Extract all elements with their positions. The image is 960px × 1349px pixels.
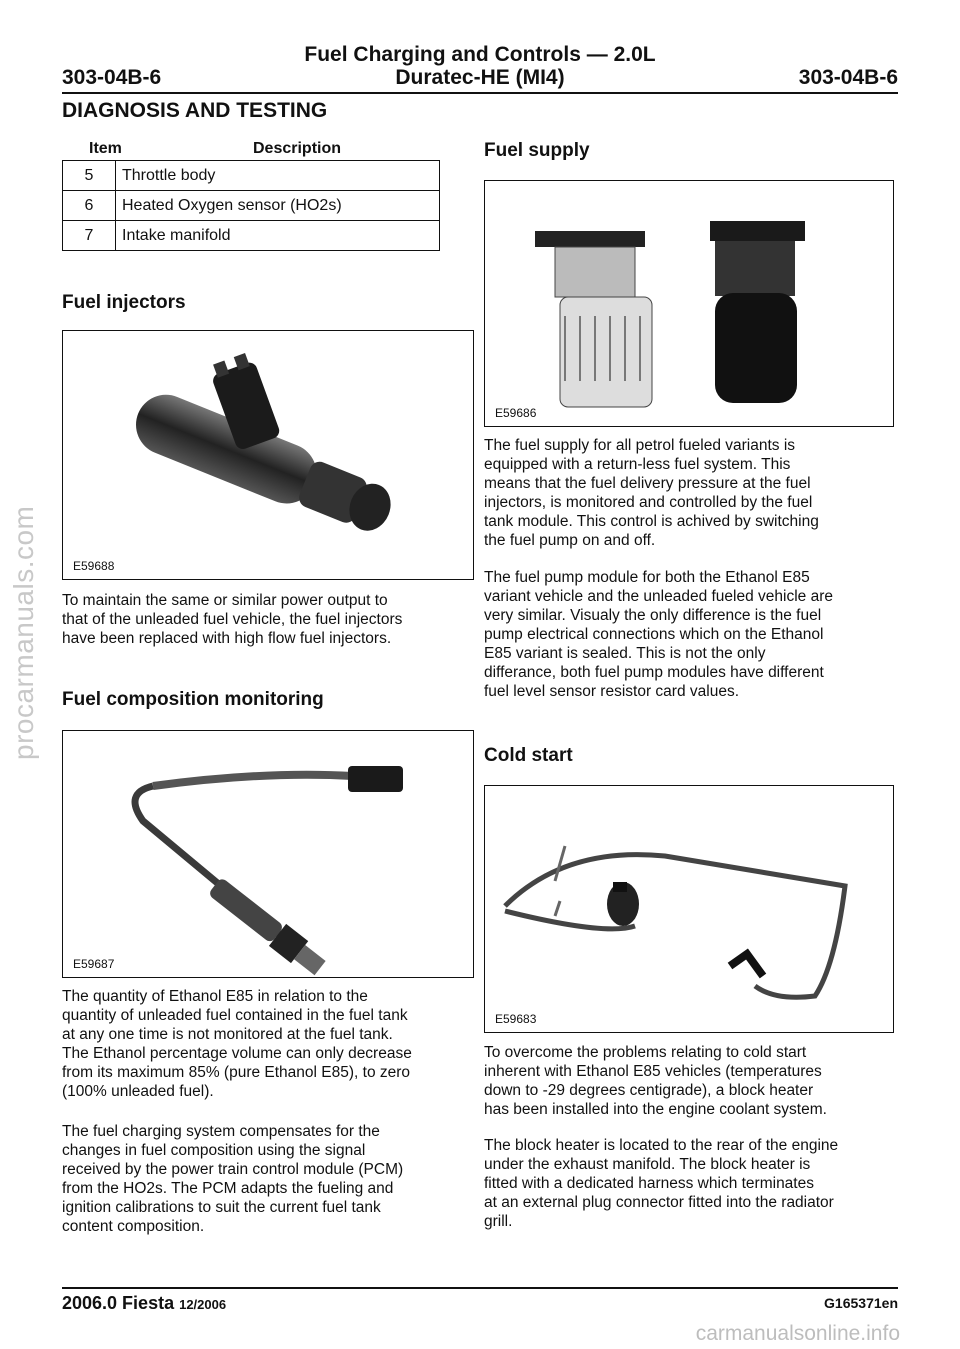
fuel-composition-heading: Fuel composition monitoring (62, 689, 324, 710)
text-line: (100% unleaded fuel). (62, 1083, 214, 1100)
figure-label: E59687 (73, 957, 115, 971)
text-line: E85 variant is sealed. This is not the only (484, 645, 766, 662)
text-line: To maintain the same or similar power output to (62, 592, 388, 609)
text-line: differance, both fuel pump modules have different (484, 664, 824, 681)
fuel-pump-modules-illustration (485, 181, 893, 426)
fuel-injector-illustration (63, 331, 473, 579)
item-description: Throttle body (116, 161, 440, 191)
footer-model-text: 2006.0 Fiesta (62, 1293, 175, 1313)
fuel-injectors-heading: Fuel injectors (62, 292, 186, 313)
text-line: equipped with a return-less fuel system. This (484, 456, 791, 473)
figure-label: E59683 (495, 1012, 537, 1026)
ho2s-sensor-figure (62, 730, 474, 978)
text-line: To overcome the problems relating to cold start (484, 1044, 807, 1061)
table-header-item: Item (89, 140, 122, 157)
block-heater-figure (484, 785, 894, 1033)
section-title: DIAGNOSIS AND TESTING (62, 99, 328, 122)
fuel-supply-paragraph-1 (484, 436, 894, 550)
table-header-description: Description (253, 140, 342, 157)
page-code-left: 303-04B-6 (62, 66, 162, 89)
text-line: The fuel pump module for both the Ethanol E85 (484, 569, 810, 586)
text-line: The block heater is located to the rear of the engine (484, 1137, 839, 1154)
text-line: at any one time is not monitored at the fuel tank. (62, 1026, 393, 1043)
cold-start-heading: Cold start (484, 745, 573, 766)
text-line: under the exhaust manifold. The block heater is (484, 1156, 811, 1173)
text-line: at an external plug connector fitted into the radiator (484, 1194, 834, 1211)
item-number: 6 (63, 191, 116, 221)
text-line: The quantity of Ethanol E85 in relation to the (62, 988, 368, 1005)
text-line: quantity of unleaded fuel contained in the fuel tank (62, 1007, 408, 1024)
text-line: from the HO2s. The PCM adapts the fueling and (62, 1180, 394, 1197)
text-line: have been replaced with high flow fuel injectors. (62, 630, 392, 647)
items-table (62, 160, 440, 251)
text-line: tank module. This control is achived by switching (484, 513, 819, 530)
page-header-title: Fuel Charging and Controls — 2.0L (304, 43, 656, 66)
fuel-supply-paragraph-2 (484, 568, 899, 701)
footer-model (62, 1293, 226, 1314)
table-row (63, 191, 440, 221)
text-line: fuel level sensor resistor card values. (484, 683, 740, 700)
text-line: The fuel charging system compensates for the (62, 1123, 380, 1140)
item-description: Heated Oxygen sensor (HO2s) (116, 191, 440, 221)
fuel-composition-paragraph-2 (62, 1122, 477, 1236)
fuel-injectors-paragraph (62, 591, 472, 648)
text-line: from its maximum 85% (pure Ethanol E85), to zero (62, 1064, 411, 1081)
text-line: changes in fuel composition using the signal (62, 1142, 366, 1159)
figure-label: E59686 (495, 406, 537, 420)
fuel-pump-figure (484, 180, 894, 427)
fuel-injector-figure (62, 330, 474, 580)
text-line: inherent with Ethanol E85 vehicles (temperatures (484, 1063, 822, 1080)
page-code-right: 303-04B-6 (798, 66, 898, 89)
footer-doc-code: G165371en (824, 1295, 898, 1311)
text-line: content composition. (62, 1218, 205, 1235)
text-line: variant vehicle and the unleaded fueled vehicle are (484, 588, 833, 605)
fuel-supply-heading: Fuel supply (484, 140, 590, 161)
text-line: ignition calibrations to suit the current fuel tank (62, 1199, 381, 1216)
text-line: down to -29 degrees centigrade), a block heater (484, 1082, 814, 1099)
block-heater-harness-illustration (485, 786, 893, 1032)
footer-date: 12/2006 (179, 1297, 227, 1312)
text-line: pump electrical connections which on the Ethanol (484, 626, 824, 643)
text-line: The Ethanol percentage volume can only decrease (62, 1045, 412, 1062)
side-watermark: procarmanuals.com (8, 505, 39, 760)
text-line: grill. (484, 1213, 513, 1230)
item-number: 5 (63, 161, 116, 191)
footer-rule (62, 1287, 898, 1289)
text-line: very similar. Visualy the only difference is the fuel (484, 607, 822, 624)
oxygen-sensor-illustration (63, 731, 473, 977)
page-header-subtitle: Duratec-HE (MI4) (395, 66, 565, 89)
text-line: injectors, is monitored and controlled by the fuel (484, 494, 813, 511)
text-line: means that the fuel delivery pressure at the fuel (484, 475, 811, 492)
table-row (63, 221, 440, 251)
fuel-composition-paragraph-1 (62, 987, 477, 1101)
bottom-watermark: carmanualsonline.info (695, 1322, 900, 1345)
item-description: Intake manifold (116, 221, 440, 251)
text-line: fitted with a dedicated harness which terminates (484, 1175, 814, 1192)
header-rule (62, 92, 898, 94)
text-line: received by the power train control module (PCM) (62, 1161, 404, 1178)
text-line: has been installed into the engine coolant system. (484, 1101, 827, 1118)
text-line: the fuel pump on and off. (484, 532, 656, 549)
cold-start-paragraph-2 (484, 1136, 899, 1231)
cold-start-paragraph-1 (484, 1043, 894, 1119)
text-line: that of the unleaded fuel vehicle, the fuel injectors (62, 611, 403, 628)
text-line: The fuel supply for all petrol fueled variants is (484, 437, 796, 454)
table-row (63, 161, 440, 191)
figure-label: E59688 (73, 559, 115, 573)
item-number: 7 (63, 221, 116, 251)
